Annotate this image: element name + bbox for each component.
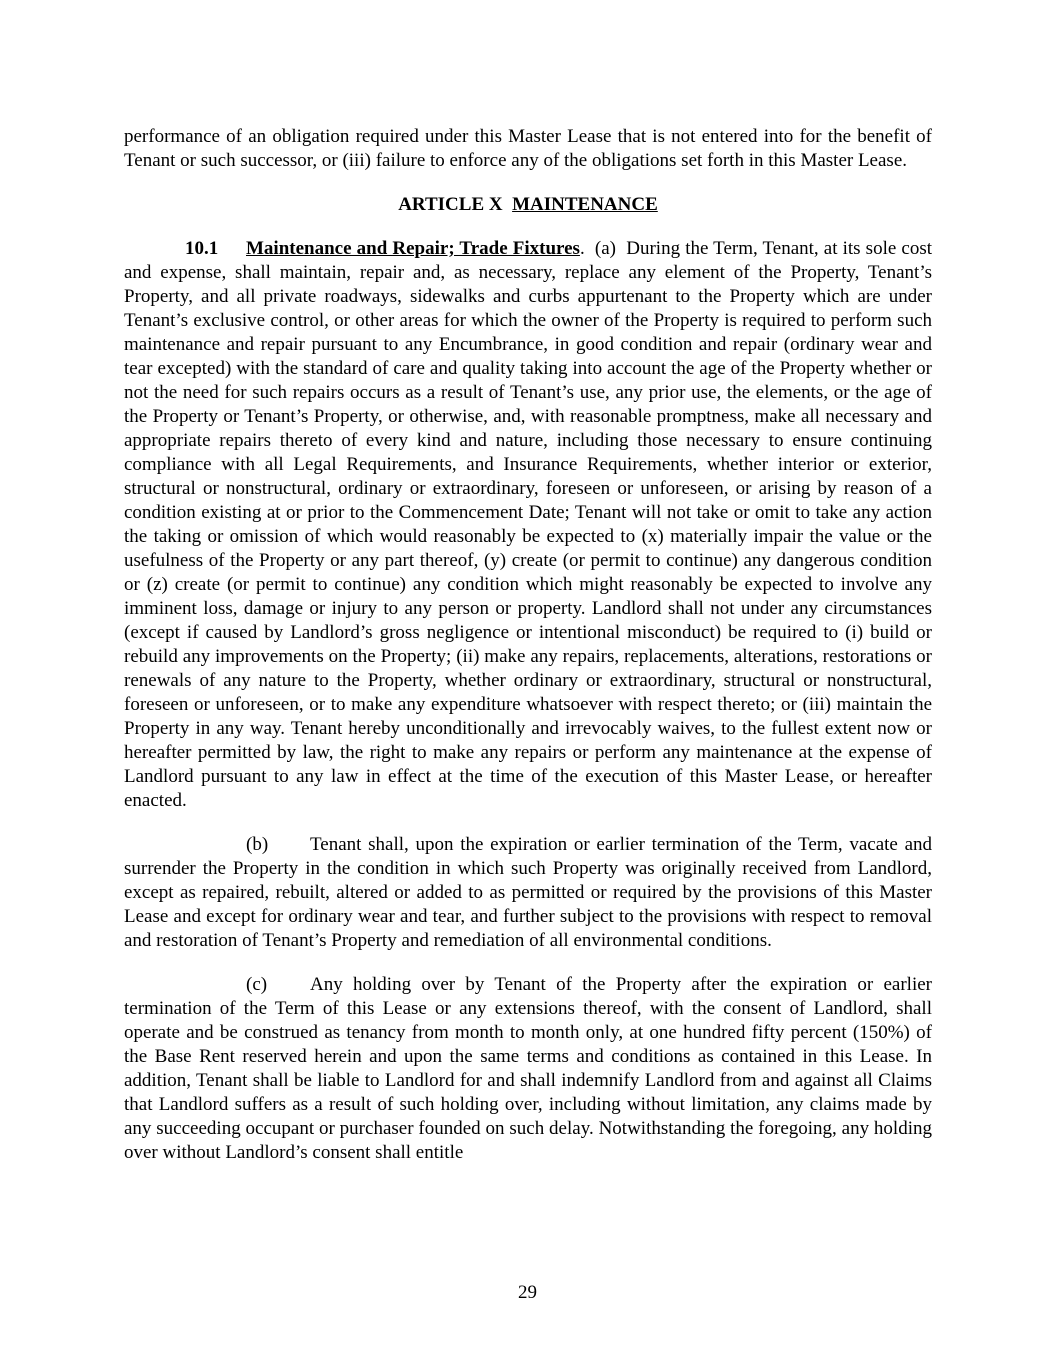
section-number: 10.1: [185, 238, 219, 259]
article-title: MAINTENANCE: [512, 194, 658, 215]
subsection-a-text: During the Term, Tenant, at its sole cost and expense, shall maintain, repair and, as necessary, replace any element of the Property, Tenant’s Property, and all private roadways, sidewalks and curbs appurtenant to the Property which are under Tenant’s exclusive control, or other areas for which the owner of the Property is required to perform such maintenance and repair pursuant to any Encumbrance, in good condition and repair (ordinary wear and tear excepted) with the standard of care and quality taking into account the age of the Property whether or not the need for such repairs occurs as a result of Tenant’s use, any prior use, the elements, or the age of the Property or Tenant’s Property, or otherwise, and, with reasonable promptness, make all necessary and appropriate repairs thereto of every kind and nature, including those necessary to ensure continuing compliance with all Legal Requirements, and Insurance Requirements, whether interior or exterior, structural or nonstructural, ordinary or extraordinary, foreseen or unforeseen, or arising by reason of a condition existing at or prior to the Commencement Date; Tenant will not take or omit to take any action the taking or omission of which would reasonably be expected to (x) materially impair the value or the usefulness of the Property or any part thereof, (y) create (or permit to continue) any dangerous condition or (z) create (or permit to continue) any condition which might reasonably be expected to involve any imminent loss, damage or injury to any person or property. Landlord shall not under any circumstances (except if caused by Landlord’s gross negligence or intentional misconduct) be required to (i) build or rebuild any improvements on the Property; (ii) make any repairs, replacements, alterations, restorations or renewals of any nature to the Property, whether ordinary or extraordinary, structural or nonstructural, foreseen or unforeseen, or to make any expenditure whatsoever with respect thereto; or (iii) maintain the Property in any way. Tenant hereby unconditionally and irrevocably waives, to the fullest extent now or hereafter permitted by law, the right to make any repairs or perform any maintenance at the expense of Landlord pursuant to any law in effect at the time of the execution of this Master Lease, or hereafter enacted.: [124, 238, 933, 811]
subsection-c-label: (c): [246, 974, 268, 995]
subsection-b-paragraph: [124, 833, 932, 953]
article-number: ARTICLE X: [398, 194, 503, 215]
document-page: [124, 125, 932, 1165]
intro-paragraph: performance of an obligation required under this Master Lease that is not entered into for the benefit of Tenant or such successor, or (iii) failure to enforce any of the obligations set forth in this Master Lease.: [124, 126, 932, 171]
section-title-period: .: [579, 238, 585, 259]
article-heading: [124, 193, 932, 217]
page-number: 29: [518, 1282, 537, 1303]
subsection-c-text: Any holding over by Tenant of the Property after the expiration or earlier termination of the Term of this Lease or any extensions thereof, with the consent of Landlord, shall operate and be construed as tenancy from month to month only, at one hundred fifty percent (150%) of the Base Rent reserved herein and upon the same terms and conditions as contained in this Lease. In addition, Tenant shall be liable to Landlord for and shall indemnify Landlord from and against all Claims that Landlord suffers as a result of such holding over, including without limitation, any claims made by any succeeding occupant or purchaser founded on such delay. Notwithstanding the foregoing, any holding over without Landlord’s consent shall entitle: [124, 974, 932, 1163]
subsection-b-text: Tenant shall, upon the expiration or earlier termination of the Term, vacate and surrender the Property in the condition in which such Property was originally received from Landlord, except as repaired, rebuilt, altered or added to as permitted or required by the provisions of this Master Lease and except for ordinary wear and tear, and further subject to the provisions with respect to removal and restoration of Tenant’s Property and remediation of all environmental conditions.: [124, 834, 932, 951]
subsection-b-label: (b): [246, 834, 269, 855]
subsection-c-paragraph: [124, 973, 932, 1165]
section-title: Maintenance and Repair; Trade Fixtures: [246, 238, 580, 259]
section-10-1-paragraph: [124, 237, 932, 813]
subsection-a-label: (a): [594, 238, 617, 259]
